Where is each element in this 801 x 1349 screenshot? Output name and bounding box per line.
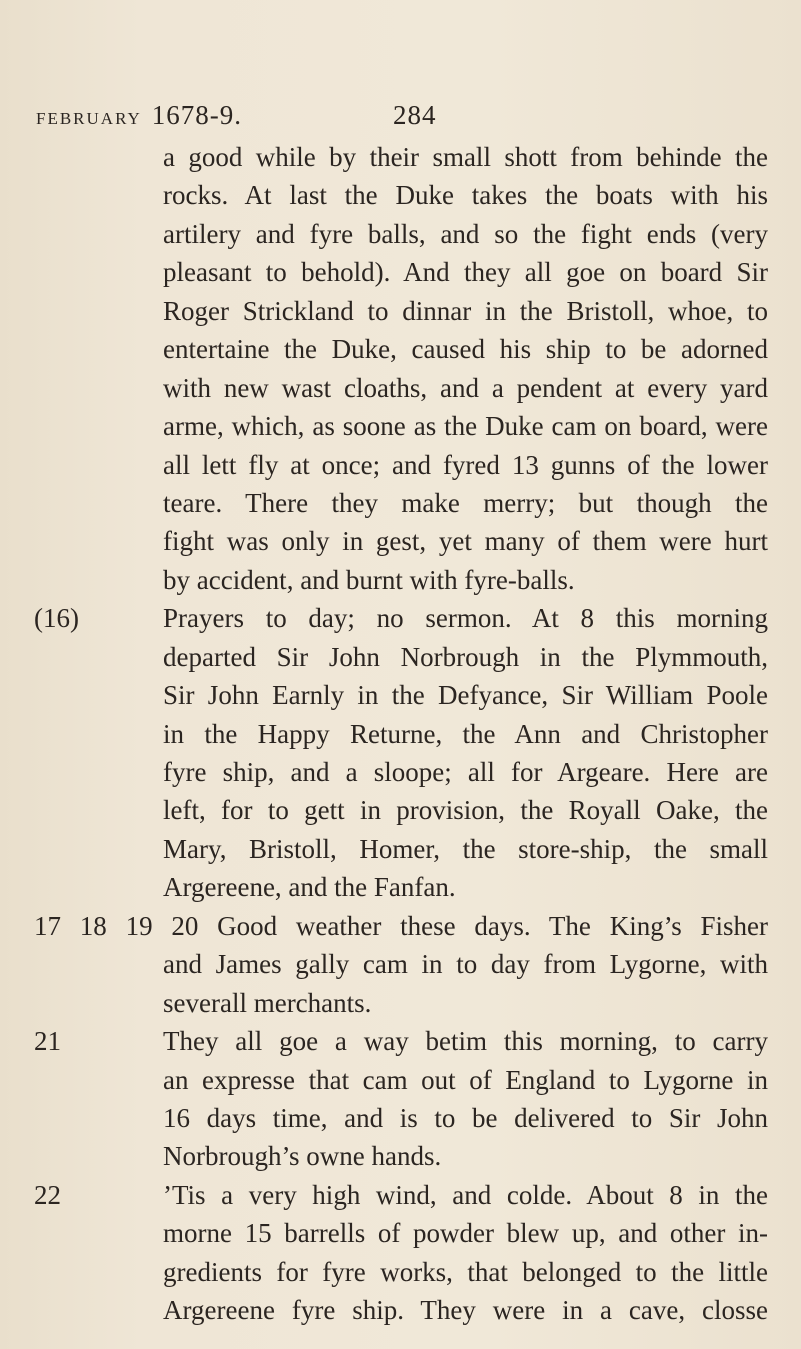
text-line — [0, 253, 801, 291]
line-text: They all goe a way betim this morning, to carry — [163, 1026, 768, 1057]
text-line — [0, 330, 801, 368]
line-text: Argereene fyre ship. They were in a cave, closse — [163, 1295, 768, 1326]
text-line — [0, 1176, 801, 1214]
line-text: fyre ship, and a sloope; all for Argeare. Here are — [163, 757, 768, 787]
line-text: 17 18 19 20 Good weather these days. The King’s Fisher — [34, 910, 768, 941]
line-text: Norbrough’s owne hands. — [163, 1141, 442, 1172]
line-text: rocks. At last the Duke takes the boats with his — [163, 180, 768, 211]
text-line — [0, 292, 801, 330]
line-text: all lett fly at once; and fyred 13 gunns of the lower — [163, 449, 768, 480]
text-line — [0, 830, 801, 868]
line-text: fight was only in gest, yet many of them were hurt — [163, 526, 768, 557]
line-text: entertaine the Duke, caused his ship to be adorned — [163, 334, 768, 365]
line-text: artilery and fyre balls, and so the fight ends (very — [163, 218, 768, 249]
text-line — [0, 215, 801, 253]
text-line — [0, 484, 801, 522]
text-line — [0, 1291, 801, 1329]
line-text: Mary, Bristoll, Homer, the store-ship, the small — [163, 833, 768, 864]
text-line — [0, 1061, 801, 1099]
line-text: severall merchants. — [163, 987, 372, 1018]
line-text: and James gally cam in to day from Lygorne, with — [163, 949, 768, 980]
running-head-month: february — [36, 104, 142, 130]
date-label: 21 — [34, 1026, 61, 1057]
running-head — [36, 100, 437, 131]
text-line — [0, 868, 801, 906]
text-line — [0, 984, 801, 1022]
line-text: with new wast cloaths, and a pendent at every yard — [163, 372, 768, 403]
text-line — [0, 1253, 801, 1291]
text-line — [0, 446, 801, 484]
text-line — [0, 561, 801, 599]
line-text: gredients for fyre works, that belonged to the little — [163, 1256, 768, 1287]
text-line — [0, 1099, 801, 1137]
line-text: teare. There they make merry; but though the — [163, 487, 768, 518]
text-line — [0, 369, 801, 407]
line-text: a good while by their small shott from behinde the — [163, 142, 768, 172]
text-line — [0, 1214, 801, 1252]
date-label: (16) — [34, 603, 79, 634]
line-text: an expresse that cam out of England to Lygorne in — [163, 1064, 768, 1095]
diary-text — [0, 138, 801, 1330]
line-text: departed Sir John Norbrough in the Plymmouth, — [163, 641, 768, 672]
line-text: 16 days time, and is to be delivered to Sir John — [163, 1102, 768, 1133]
text-line — [0, 907, 801, 945]
page-number: 284 — [393, 100, 437, 130]
text-line — [0, 138, 801, 176]
line-text: Sir John Earnly in the Defyance, Sir William Poole — [163, 680, 768, 711]
line-text: Roger Strickland to dinnar in the Bristoll, whoe, to — [163, 295, 768, 326]
text-line — [0, 176, 801, 214]
text-line — [0, 715, 801, 753]
text-line — [0, 676, 801, 714]
line-text: pleasant to behold). And they all goe on board Sir — [163, 257, 768, 288]
text-line — [0, 753, 801, 791]
line-text: by accident, and burnt with fyre-balls. — [163, 564, 575, 595]
line-text: Prayers to day; no sermon. At 8 this morning — [163, 603, 768, 634]
text-line — [0, 945, 801, 983]
text-line — [0, 599, 801, 637]
text-line — [0, 407, 801, 445]
text-line — [0, 638, 801, 676]
date-label: 22 — [34, 1179, 61, 1210]
line-text: ’Tis a very high wind, and colde. About 8 in the — [163, 1179, 768, 1210]
line-text: in the Happy Returne, the Ann and Christopher — [163, 718, 768, 749]
line-text: morne 15 barrells of powder blew up, and other in- — [163, 1218, 768, 1249]
text-line — [0, 1137, 801, 1175]
text-line — [0, 1022, 801, 1060]
text-line — [0, 791, 801, 829]
line-text: Argereene, and the Fanfan. — [163, 872, 456, 903]
text-line — [0, 522, 801, 560]
line-text: arme, which, as soone as the Duke cam on board, were — [163, 411, 768, 442]
running-head-years: 1678-9. — [151, 100, 242, 130]
line-text: left, for to gett in provision, the Royall Oake, the — [163, 795, 768, 826]
